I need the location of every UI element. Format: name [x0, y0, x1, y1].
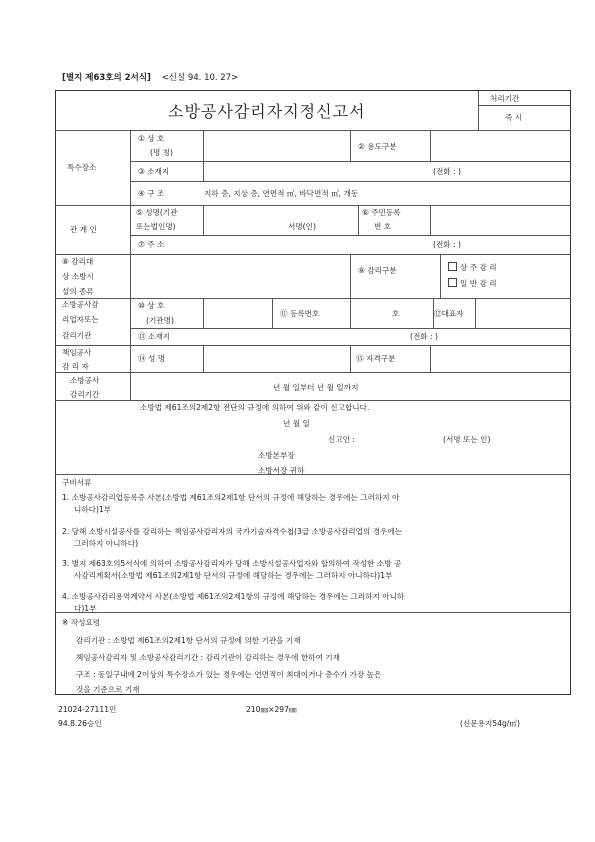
document-line: 3. 별지 제63호의5서식에 의하여 소방공사감리자가 당해 소방시설공사업자와 합의하여 작성한 소방 공 — [62, 559, 402, 568]
contractor-label: 소방공사감 — [62, 300, 99, 309]
supervision-type-label: ⑨ 감리구분 — [358, 266, 397, 275]
rule — [440, 254, 441, 298]
recipient-1: 소방본부장 — [258, 451, 295, 460]
rule — [130, 161, 571, 162]
paper-size: 210㎜×297㎜ — [246, 705, 297, 714]
signature-field[interactable]: 서명(인) — [288, 222, 316, 231]
rule — [272, 298, 273, 328]
paper-type: (신문용지54g/㎡) — [460, 719, 520, 728]
structure-label: ④ 구 조 — [138, 189, 165, 198]
rule — [55, 130, 571, 131]
rule — [478, 90, 479, 130]
rule — [350, 130, 351, 161]
target-label-2: 상 소방시 — [62, 272, 94, 281]
documents-title: 구비서류 — [62, 478, 92, 487]
document-item — [62, 492, 399, 516]
person-name-label-sub: 또는법인명) — [136, 222, 176, 231]
rule — [55, 205, 571, 206]
period-label: 소방공사 — [70, 376, 100, 385]
contractor-name-label-sub: (기관명) — [146, 316, 174, 325]
rule — [430, 205, 431, 235]
person-address-label: ⑦ 주 소 — [138, 240, 165, 249]
rule — [203, 345, 204, 372]
rule — [350, 345, 351, 372]
document-line: 4. 소방공사감리용역계약서 사본(소방법 제61조의2제1항의 규정에 해당하는 경우에는 그러하지 아니하 — [62, 592, 405, 601]
document-line: 그러하지 아니하다) — [74, 539, 139, 548]
option-general-label: 일 반 감 리 — [460, 279, 497, 288]
document-item — [62, 526, 402, 550]
form-code: 21024-27111민 — [58, 705, 117, 714]
declarant-signature[interactable]: (서명 또는 인) — [443, 435, 491, 444]
checkbox-icon[interactable] — [448, 262, 457, 271]
qualification-label: ⑮ 자격구분 — [356, 354, 396, 363]
approval-date: 94.8.26승인 — [58, 719, 102, 728]
recipient-2: 소방서장 귀하 — [258, 466, 305, 475]
processing-period-label: 처리기간 — [490, 94, 520, 103]
checkbox-icon[interactable] — [448, 278, 457, 287]
rule — [358, 205, 359, 235]
target-label-3: 설의 종류 — [62, 287, 94, 296]
form-title: 소방공사감리자지정신고서 — [168, 102, 366, 121]
rule — [55, 254, 571, 255]
supervisor-label: 책임공사 — [62, 348, 92, 357]
rule — [55, 298, 571, 299]
processing-period-value: 즉 시 — [505, 113, 523, 122]
rule — [430, 130, 431, 161]
document-item — [62, 558, 401, 582]
note-line: 것을 기준으로 기재 — [76, 685, 140, 694]
structure-value: 지하 층, 지상 층, 연면적 ㎡, 바닥면적 ㎡, 개동 — [204, 189, 359, 198]
special-place-section: 특수장소 — [67, 163, 97, 172]
rule — [130, 235, 571, 236]
registration-unit: 호 — [392, 309, 400, 318]
rule — [55, 474, 571, 475]
target-label: ⑧ 감리대 — [62, 257, 94, 266]
address-label: ③ 소재지 — [138, 167, 170, 176]
person-phone-field[interactable]: (전화 : ) — [433, 240, 461, 249]
option-general[interactable] — [448, 278, 497, 289]
rule — [130, 328, 571, 329]
document-line: 사감리계획서(소방법 제61조의2제1항 단서의 규정에 해당하는 경우에는 그러하지 아니하다)1부 — [74, 571, 393, 580]
representative-label: ⑫대표자 — [434, 309, 464, 318]
contractor-phone-field[interactable]: (전화 : ) — [410, 332, 438, 341]
document-line: 1. 소방공사감리업등록증 사본(소방법 제61조의2제1항 단서의 규정에 해당하는 경우에는 그러하지 아 — [62, 493, 400, 502]
id-number-label: ⑥ 주민등록 — [362, 208, 401, 217]
declaration-date: 년 월 일 — [283, 419, 310, 428]
rule — [350, 298, 351, 328]
option-resident-label: 상 주 감 리 — [460, 263, 497, 272]
document-line: 니하다)1부 — [74, 505, 112, 514]
enactment-note: <신설 94. 10. 27> — [161, 73, 239, 83]
contractor-label-3: 감리기관 — [62, 331, 92, 340]
note-line: 구조 : 동일구내에 2이상의 특수장소가 있는 경우에는 연면적이 최대이거나 층수가 가장 높은 — [76, 670, 382, 679]
period-label-2: 감리기간 — [70, 390, 100, 399]
registration-number-label: ⑪ 등록번호 — [280, 309, 320, 318]
form-number: [별지 제63호의 2서식] — [62, 73, 151, 83]
form-header — [62, 71, 238, 83]
rule — [475, 298, 476, 328]
notes-title: ※ 작성요령 — [62, 618, 101, 627]
name-label: ① 상 호 — [138, 134, 165, 143]
rule — [55, 400, 571, 401]
note-line: 책임공사감리자 및 소방공사감리기간 : 감리기관이 감리하는 경우에 한하여 기재 — [76, 653, 340, 662]
rule — [430, 345, 431, 372]
rule — [130, 130, 131, 400]
id-number-label-sub: 번 호 — [374, 222, 392, 231]
person-section: 관 계 인 — [70, 225, 97, 234]
use-type-label: ② 용도구분 — [358, 142, 397, 151]
document-line: 다)1부 — [74, 604, 97, 613]
declaration-text: 소방법 제61조의2제2항 전단의 규정에 의하여 위와 같이 신고합니다. — [140, 403, 370, 412]
declarant-label: 신고인 : — [328, 435, 355, 444]
phone-field[interactable]: (전화 : ) — [433, 167, 461, 176]
name-label-sub: (명 칭) — [150, 148, 174, 157]
rule — [350, 254, 351, 298]
rule — [203, 298, 204, 328]
rule — [55, 372, 571, 373]
contractor-address-label: ⑬ 소재지 — [138, 332, 171, 341]
person-name-label: ⑤ 성명(기관 — [136, 208, 178, 217]
rule — [203, 130, 204, 181]
supervisor-name-label: ⑭ 성 명 — [138, 354, 166, 363]
rule — [203, 205, 204, 235]
document-item — [62, 591, 404, 615]
period-value: 년 월 일부터 년 월 일까지 — [273, 383, 359, 392]
contractor-name-label: ⑩ 상 호 — [138, 301, 165, 310]
contractor-label-2: 리업자또는 — [62, 315, 99, 324]
rule — [478, 105, 571, 106]
document-line: 2. 당해 소방시설공사를 감리하는 책임공사감리자의 국가기술자격수첩(3급 소방공사감리업의 경우에는 — [62, 527, 403, 536]
rule — [130, 181, 571, 182]
option-resident[interactable] — [448, 262, 497, 273]
supervisor-label-2: 감 리 자 — [62, 362, 89, 371]
rule — [55, 345, 571, 346]
note-line: 감리기관 : 소방법 제61조의2제1항 단서의 규정에 의한 기관을 기재 — [76, 636, 301, 645]
